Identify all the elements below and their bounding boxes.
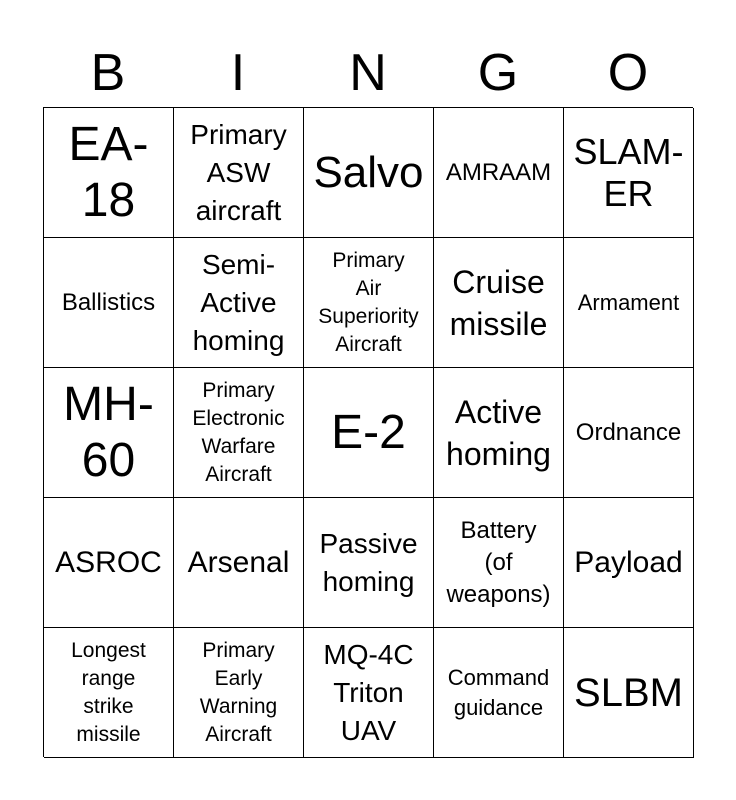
bingo-card xyxy=(43,107,693,757)
bingo-cell[interactable] xyxy=(564,368,694,498)
bingo-cell[interactable] xyxy=(304,108,434,238)
cell-text: Command guidance xyxy=(447,664,550,720)
bingo-cell[interactable] xyxy=(44,628,174,758)
cell-text: Primary Electronic Warfare Aircraft xyxy=(192,378,285,486)
bingo-cell[interactable] xyxy=(174,628,304,758)
cell-text: Primary ASW aircraft xyxy=(190,118,287,226)
cell-text: Arsenal xyxy=(187,545,290,579)
cell-text: Cruise missile xyxy=(449,263,548,342)
cell-text: Payload xyxy=(574,545,683,579)
bingo-cell[interactable] xyxy=(44,368,174,498)
cell-text: MH- 60 xyxy=(63,377,154,487)
bingo-cell[interactable] xyxy=(304,238,434,368)
bingo-cell[interactable] xyxy=(304,628,434,758)
bingo-cell[interactable] xyxy=(174,108,304,238)
bingo-cell[interactable] xyxy=(564,238,694,368)
bingo-cell[interactable] xyxy=(434,368,564,498)
cell-text: Passive homing xyxy=(319,527,418,597)
cell-text: Longest range strike missile xyxy=(71,638,146,746)
cell-text: ASROC xyxy=(55,545,162,579)
cell-text: SLBM xyxy=(574,670,683,715)
cell-text: Salvo xyxy=(313,147,424,197)
bingo-cell[interactable] xyxy=(564,628,694,758)
bingo-cell[interactable] xyxy=(434,238,564,368)
cell-text: Active homing xyxy=(446,393,551,472)
cell-text: Ordnance xyxy=(575,418,682,446)
bingo-cell[interactable] xyxy=(304,498,434,628)
header-letter-g: G xyxy=(477,44,519,102)
cell-text: E-2 xyxy=(331,405,406,459)
bingo-cell[interactable] xyxy=(434,498,564,628)
bingo-header xyxy=(43,40,693,106)
header-letter-o: O xyxy=(607,44,649,102)
cell-text: EA- 18 xyxy=(68,117,149,227)
cell-text: SLAM- ER xyxy=(573,130,684,214)
header-letter-b: B xyxy=(90,44,126,102)
cell-text: Semi- Active homing xyxy=(192,248,285,356)
bingo-cell[interactable] xyxy=(44,108,174,238)
cell-text: Primary Air Superiority Aircraft xyxy=(318,248,419,356)
header-letter-i: I xyxy=(230,44,246,102)
cell-text: Ballistics xyxy=(61,288,156,316)
bingo-cell[interactable] xyxy=(434,108,564,238)
bingo-cell[interactable] xyxy=(174,238,304,368)
bingo-cell[interactable] xyxy=(304,368,434,498)
bingo-cell[interactable] xyxy=(44,498,174,628)
cell-text: Primary Early Warning Aircraft xyxy=(199,638,278,746)
bingo-cell[interactable] xyxy=(564,108,694,238)
header-letter-n: N xyxy=(349,44,387,102)
cell-text: AMRAAM xyxy=(445,158,552,186)
bingo-cell[interactable] xyxy=(564,498,694,628)
cell-text: Armament xyxy=(577,289,680,315)
bingo-cell[interactable] xyxy=(174,368,304,498)
bingo-cell[interactable] xyxy=(44,238,174,368)
bingo-cell[interactable] xyxy=(434,628,564,758)
bingo-cell[interactable] xyxy=(174,498,304,628)
cell-text: Battery (of weapons) xyxy=(446,516,551,608)
cell-text: MQ-4C Triton UAV xyxy=(323,638,414,746)
